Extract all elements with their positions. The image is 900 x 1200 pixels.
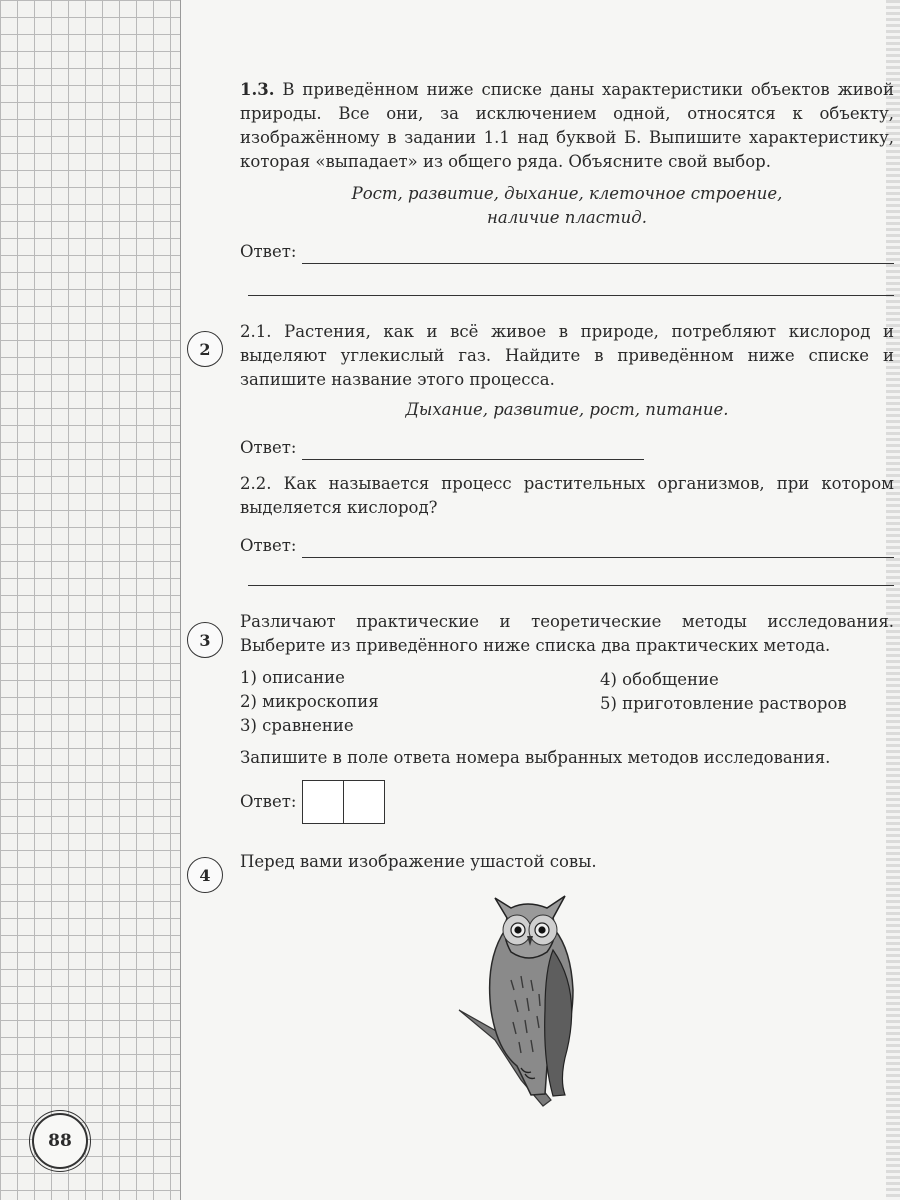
page-number: 88 xyxy=(32,1113,88,1169)
task-3-answer xyxy=(240,780,894,824)
page-content xyxy=(240,78,894,874)
task-3-instruction: Запишите в поле ответа номера выбранных методов исследования. xyxy=(240,748,831,767)
answer-underline xyxy=(302,247,894,264)
grid-margin xyxy=(0,0,181,1200)
task-1-3-answer-line[interactable] xyxy=(240,240,894,264)
task-1-3-number: 1.3. xyxy=(240,80,275,99)
task-4-text: Перед вами изображение ушастой совы. xyxy=(240,852,597,871)
task-1-3-body: В приведённом ниже списке даны характеристики объектов живой природы. Все они, за исключением одной, относятся к объекту, изображённому в задании 1.1 над буквой Б. Выпишите характеристику, которая «выпадает» из общего ряда. Объясните свой выбор. xyxy=(240,80,894,171)
answer-underline xyxy=(302,443,644,460)
task-2-1-answer-line[interactable] xyxy=(240,436,644,460)
answer-box-2[interactable] xyxy=(344,780,385,824)
task-2-2-text xyxy=(240,472,894,520)
task-1-3-list-line-1: Рост, развитие, дыхание, клеточное строение, xyxy=(351,184,783,203)
answer-box-1[interactable] xyxy=(302,780,344,824)
task-2-1-list: Дыхание, развитие, рост, питание. xyxy=(405,400,729,419)
option-4: 4) обобщение xyxy=(600,670,719,689)
option-3: 3) сравнение xyxy=(240,716,354,735)
owl-illustration xyxy=(455,890,615,1110)
task-1-3-answer-line-2[interactable] xyxy=(248,294,894,296)
task-2-1-body: Растения, как и всё живое в природе, потребляют кислород и выделяют углекислый газ. Найдите в приведённом ниже списке и запишите название этого процесса. xyxy=(240,322,894,389)
task-2-2-body: Как называется процесс растительных организмов, при котором выделяется кислород? xyxy=(240,474,895,517)
task-3-text: Различают практические и теоретические методы исследования. Выберите из приведённого ниже списка два практических метода. xyxy=(240,612,894,655)
option-1: 1) описание xyxy=(240,668,345,687)
answer-label: Ответ: xyxy=(240,242,297,261)
task-2-2-answer-line[interactable] xyxy=(240,534,894,558)
task-2-1-number: 2.1. xyxy=(240,322,272,341)
task-3-options xyxy=(240,666,894,742)
task-number-2: 2 xyxy=(187,331,223,367)
option-5: 5) приготовление растворов xyxy=(600,694,847,713)
task-number-3: 3 xyxy=(187,622,223,658)
task-1-3-list-line-2: наличие пластид. xyxy=(487,208,647,227)
answer-label: Ответ: xyxy=(240,792,297,811)
answer-underline xyxy=(302,541,894,558)
task-2-2-number: 2.2. xyxy=(240,474,272,493)
answer-label: Ответ: xyxy=(240,536,297,555)
task-1-3-text xyxy=(240,78,894,174)
answer-label: Ответ: xyxy=(240,438,297,457)
task-number-4: 4 xyxy=(187,857,223,893)
option-2: 2) микроскопия xyxy=(240,692,379,711)
task-2-2-answer-line-2[interactable] xyxy=(248,584,894,586)
task-2-1-text xyxy=(240,320,894,392)
answer-boxes xyxy=(302,780,385,824)
